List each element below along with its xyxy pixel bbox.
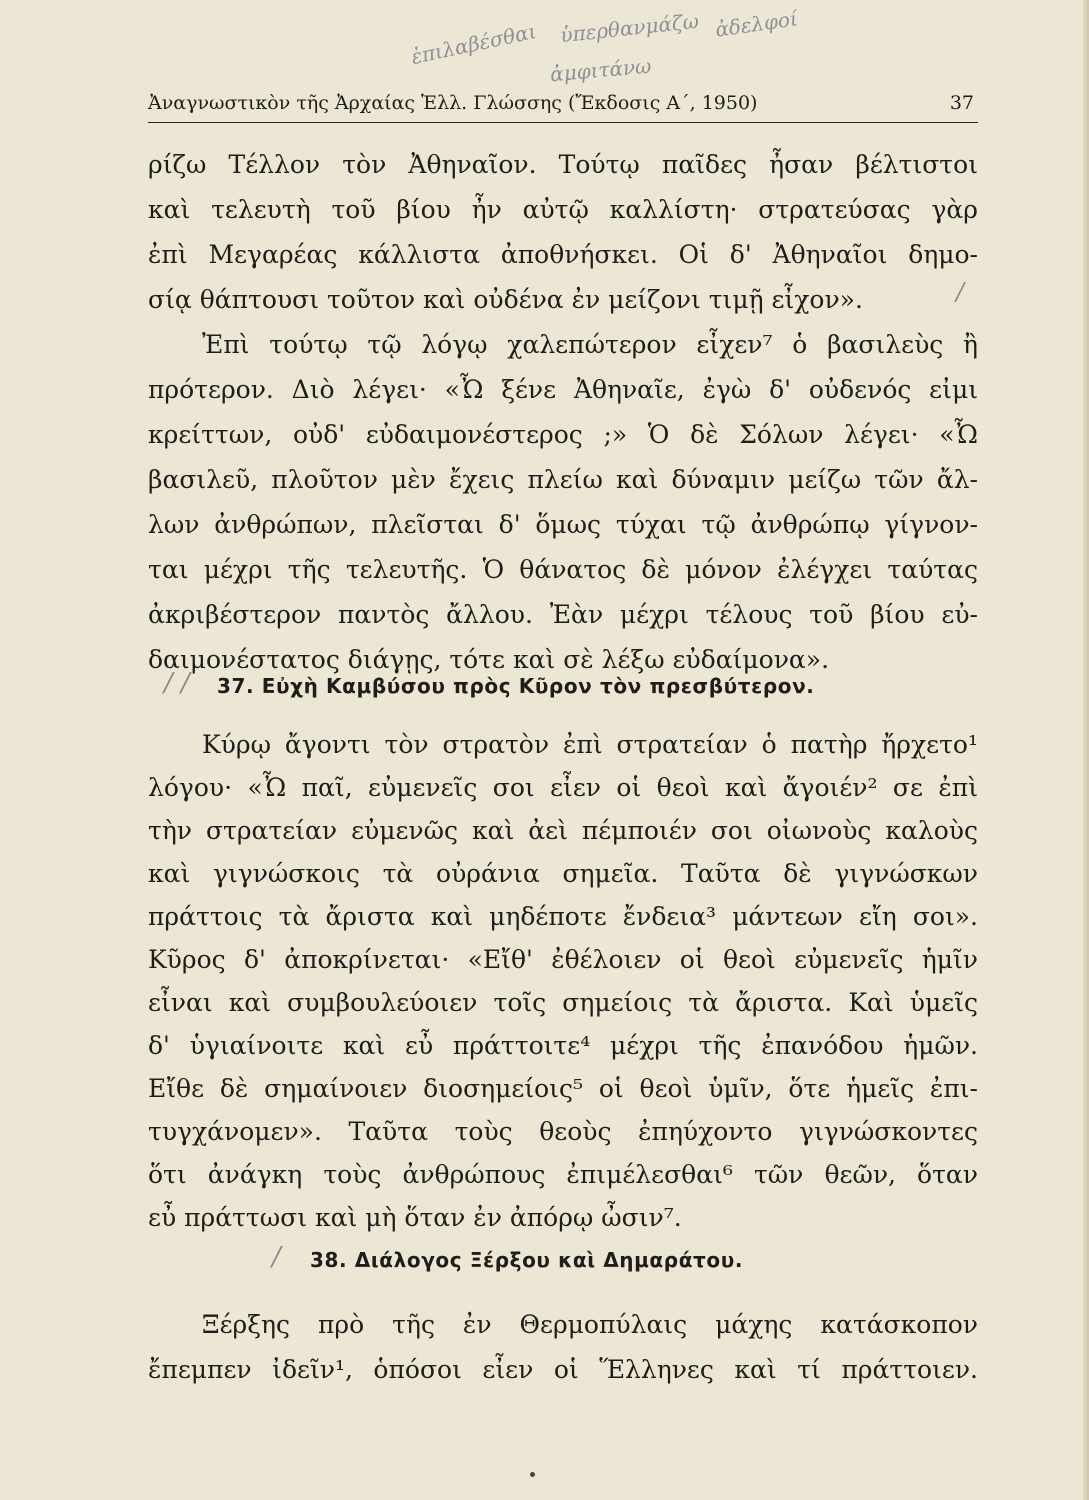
handwritten-note: ἐπιλαβέσθαι xyxy=(408,19,539,69)
text-line: Κύρῳ ἄγοντι τὸν στρατὸν ἐπὶ στρατείαν ὁ πατὴρ ἤρχετο¹ xyxy=(202,730,978,759)
text-line: ἀκριβέστερον παντὸς ἄλλου. Ἐὰν μέχρι τέλους τοῦ βίου εὐ- xyxy=(148,600,978,629)
page-header xyxy=(148,92,978,123)
text-line: ρίζω Τέλλον τὸν Ἀθηναῖον. Τούτῳ παῖδες ἦσαν βέλτιστοι xyxy=(148,150,978,179)
section-heading-37: 37. Εὐχὴ Καμβύσου πρὸς Κῦρον τὸν πρεσβύτερον. xyxy=(217,674,815,698)
text-line: ὅτι ἀνάγκη τοὺς ἀνθρώπους ἐπιμέλεσθαι⁶ τῶν θεῶν, ὅταν xyxy=(148,1160,978,1189)
running-title: Ἀναγνωστικὸν τῆς Ἀρχαίας Ἑλλ. Γλώσσης (Ἔκδοσις Α΄, 1950) xyxy=(148,92,758,114)
text-line: Ἐπὶ τούτῳ τῷ λόγῳ χαλεπώτερον εἶχεν⁷ ὁ βασιλεὺς ἢ xyxy=(202,330,978,359)
handwritten-note: ὑπερθανμάζω xyxy=(559,8,701,48)
text-line: λόγου· «Ὦ παῖ, εὐμενεῖς σοι εἶεν οἱ θεοὶ καὶ ἄγοιέν² σε ἐπὶ xyxy=(148,773,978,802)
text-line: δ' ὑγιαίνοιτε καὶ εὖ πράττοιτε⁴ μέχρι τῆς ἐπανόδου ἡμῶν. xyxy=(148,1031,978,1060)
text-line: πράττοις τὰ ἄριστα καὶ μηδέποτε ἔνδεια³ μάντεων εἴη σοι». xyxy=(148,902,978,931)
text-line: καὶ γιγνώσκοις τὰ οὐράνια σημεῖα. Ταῦτα δὲ γιγνώσκων xyxy=(148,859,978,888)
text-line: δαιμονέστατος διάγῃς, τότε καὶ σὲ λέξω εὐδαίμονα». xyxy=(148,645,830,674)
text-line: Εἴθε δὲ σημαίνοιεν διοσημείοις⁵ οἱ θεοὶ ὑμῖν, ὅτε ἡμεῖς ἐπι- xyxy=(148,1074,978,1103)
text-line: Κῦρος δ' ἀποκρίνεται· «Εἴθ' ἐθέλοιεν οἱ θεοὶ εὐμενεῖς ἡμῖν xyxy=(148,945,978,974)
text-line: ἔπεμπεν ἰδεῖν¹, ὁπόσοι εἶεν οἱ Ἕλληνες καὶ τί πράττοιεν. xyxy=(148,1355,978,1384)
text-line: τυγχάνομεν». Ταῦτα τοὺς θεοὺς ἐπηύχοντο γιγνώσκοντες xyxy=(148,1117,978,1146)
section-heading-38: 38. Διάλογος Ξέρξου καὶ Δημαράτου. xyxy=(310,1248,744,1272)
text-line: ται μέχρι τῆς τελευτῆς. Ὁ θάνατος δὲ μόνον ἐλέγχει ταύτας xyxy=(148,555,978,584)
text-line: τὴν στρατείαν εὐμενῶς καὶ ἀεὶ πέμποιέν σοι οἰωνοὺς καλοὺς xyxy=(148,816,978,845)
text-line: κρείττων, οὐδ' εὐδαιμονέστερος ;» Ὁ δὲ Σόλων λέγει· «Ὦ xyxy=(148,420,978,449)
text-line: πρότερον. Διὸ λέγει· «Ὦ ξένε Ἀθηναῖε, ἐγὼ δ' οὐδενός εἰμι xyxy=(148,375,978,404)
text-line: ἐπὶ Μεγαρέας κάλλιστα ἀποθνήσκει. Οἱ δ' Ἀθηναῖοι δημο- xyxy=(148,240,978,269)
text-line: καὶ τελευτὴ τοῦ βίου ἦν αὐτῷ καλλίστη· στρατεύσας γὰρ xyxy=(148,195,978,224)
handwritten-note: ἀδελφοί xyxy=(713,6,800,42)
text-line: λων ἀνθρώπων, πλεῖσται δ' ὅμως τύχαι τῷ ἀνθρώπῳ γίγνον- xyxy=(148,510,978,539)
handwritten-annotations xyxy=(410,8,830,88)
text-line: σίᾳ θάπτουσι τοῦτον καὶ οὐδένα ἐν μείζονι τιμῇ εἶχον». xyxy=(148,285,863,314)
pencil-check-mark: / xyxy=(956,278,965,306)
pencil-margin-mark: / / xyxy=(164,668,190,698)
text-line: εὖ πράττωσι καὶ μὴ ὅταν ἐν ἀπόρῳ ὦσιν⁷. xyxy=(148,1203,682,1232)
ink-dot xyxy=(530,1472,535,1477)
page-edge xyxy=(1083,0,1089,1500)
text-line: Ξέρξης πρὸ τῆς ἐν Θερμοπύλαις μάχης κατάσκοπον xyxy=(202,1310,978,1339)
text-line: εἶναι καὶ συμβουλεύοιεν τοῖς σημείοις τὰ ἄριστα. Καὶ ὑμεῖς xyxy=(148,988,978,1017)
page-number: 37 xyxy=(949,92,974,114)
handwritten-note: ἀμφιτάνω xyxy=(549,53,653,87)
text-line: βασιλεῦ, πλοῦτον μὲν ἔχεις πλείω καὶ δύναμιν μείζω τῶν ἄλ- xyxy=(148,465,978,494)
pencil-margin-mark: / xyxy=(272,1242,281,1272)
